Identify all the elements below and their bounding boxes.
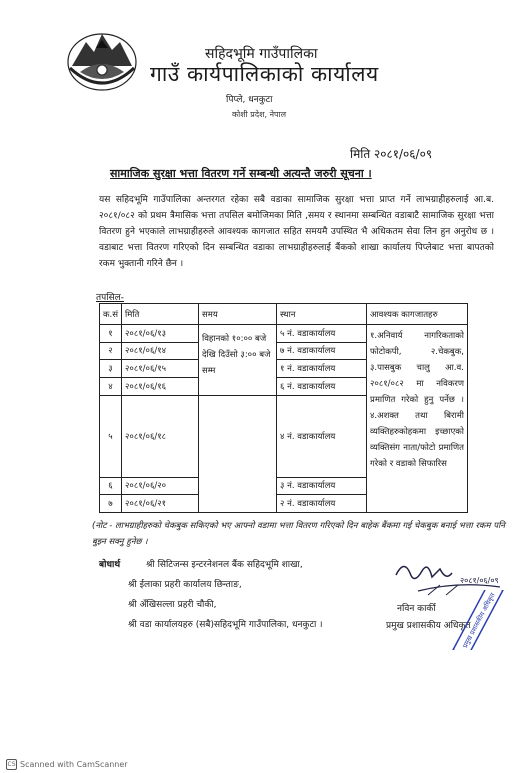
signatory-title: प्रमुख प्रशासकीय अधिकृत [386, 621, 471, 631]
row-sn: ४ [100, 377, 122, 395]
row-date: २०८१/०६/१५ [122, 360, 199, 378]
stamp-text: प्रमुख प्रशासकीय अधिकृत [461, 591, 497, 650]
province-line: कोशी प्रदेश, नेपाल [232, 110, 287, 119]
nepal-emblem-logo [66, 28, 138, 92]
schedule-label: तपसिल- [96, 293, 125, 303]
cc-item: श्री सिटिजन्स इन्टरनेशनल बैंक सहिदभूमि शाखा, [146, 560, 303, 570]
cc-item: श्री वडा कार्यालयहरु (सबै)सहिदभूमि गाउँपालिका, धनकुटा । [128, 620, 323, 630]
time-cell-empty [199, 395, 277, 512]
row-sn: १ [100, 325, 122, 343]
row-date: २०८१/०६/१६ [122, 377, 199, 395]
row-sn: ३ [100, 360, 122, 378]
row-date: २०८१/०६/१४ [122, 342, 199, 360]
scanner-text: Scanned with CamScanner [20, 760, 128, 769]
row-date: २०८१/०६/२१ [122, 495, 199, 513]
notice-body: यस सहिदभूमि गाउँपालिका अन्तरगत रहेका सबै वडाका सामाजिक सुरक्षा भत्ता प्राप्त गर्ने लाभग्राहीहरुलाई आ.ब. २०८१/०८२ को प्रथम त्रैमासिक भत्ता तपसिल बमोजिमका मिति ,समय र स्थानमा सम्बन्धित वडाबाटै सामाजिक सुरक्षा भत्ता वितरण हुने भएकाले लाभग्राहीहरुले आवश्यक कागजात सहित समयमै उपस्थित भै अधिकतम सेवा लिन हुन अनुरोध छ । वडाबाट भत्ता वितरण गरिएको दिन सम्बन्धित वडाका लाभग्राहीहरुलाई बैंकको शाखा कार्यालय पिप्लेबाट भत्ता बापतको रकम भुक्तानी गरिने छैन । [99, 195, 494, 269]
row-date: २०८१/०६/१८ [122, 395, 199, 477]
header-time: समय [199, 304, 277, 325]
time-cell: विहानको १०:०० बजे देखि दिउँसो ३:०० बजे सम्म [199, 325, 277, 396]
row-place: २ नं. वडाकार्यालय [277, 495, 367, 513]
row-place: ५ नं. वडाकार्यालय [277, 325, 367, 343]
header-documents: आवश्यक कागजातहरु [367, 304, 468, 325]
signature-date: २०८१/०६/०९ [460, 576, 499, 585]
cc-label: बोधार्थ [99, 560, 121, 570]
municipality-name: सहिदभूमि गाउँपालिका [205, 46, 318, 62]
row-sn: ६ [100, 477, 122, 495]
notice-subject: सामाजिक सुरक्षा भत्ता वितरण गर्ने सम्बन्धी अत्यन्तै जरुरी सूचना । [110, 167, 372, 180]
header-sn: क.सं [100, 304, 122, 325]
row-sn: ५ [100, 395, 122, 477]
row-place: ३ नं. वडाकार्यालय [277, 477, 367, 495]
row-place: ६ नं. वडाकार्यालय [277, 377, 367, 395]
row-sn: २ [100, 342, 122, 360]
row-sn: ७ [100, 495, 122, 513]
table-header-row [100, 304, 468, 325]
table-row [100, 325, 468, 343]
scanner-watermark [6, 759, 128, 770]
row-date: २०८१/०६/२० [122, 477, 199, 495]
office-address: पिप्ले, धनकुटा [226, 95, 273, 105]
official-stamp [438, 590, 518, 650]
header-date: मिति [122, 304, 199, 325]
header-place: स्थान [277, 304, 367, 325]
row-place: ७ नं. वडाकार्यालय [277, 342, 367, 360]
notice-note: (नोट - लाभग्राहीहरुको चेकबुक सकिएको भए आफ्नो वडामा भत्ता वितरण गरिएको दिन बाहेक बैंकमा गई चेकबुक बनाई भत्ता रकम पनि बुझ्न सक्नु हुनेछ । [92, 521, 505, 547]
notice-date: मिति २०८१/०६/०९ [350, 147, 433, 161]
row-date: २०८१/०६/१३ [122, 325, 199, 343]
documents-cell: १.अनिवार्य नागरिकताको फोटोकपी, २.चेकबुक, ३.पासबुक चालु आ.व. २०८१/०८२ मा नविकरण प्रमाणित गरेको हुनु पर्नेछ । ४.अशक्त तथा बिरामी व्यक्तिहरुकोहकमा इच्छाएको व्यक्तिसंग नाता/फोटो प्रमाणित गरेको र वडाको सिफारिस [367, 325, 468, 513]
camscanner-icon: CS [7, 761, 16, 768]
row-place: १ नं. वडाकार्यालय [277, 360, 367, 378]
schedule-table [99, 303, 468, 513]
cc-item: श्री अँखिसल्ला प्रहरी चौकी, [128, 600, 217, 610]
office-title: गाउँ कार्यपालिकाको कार्यालय [150, 62, 379, 86]
cc-item: श्री ईलाका प्रहरी कार्यालय छिन्ताङ, [128, 580, 242, 590]
row-place: ४ नं. वडाकार्यालय [277, 395, 367, 477]
signatory-name: नविन कार्की [397, 604, 436, 614]
